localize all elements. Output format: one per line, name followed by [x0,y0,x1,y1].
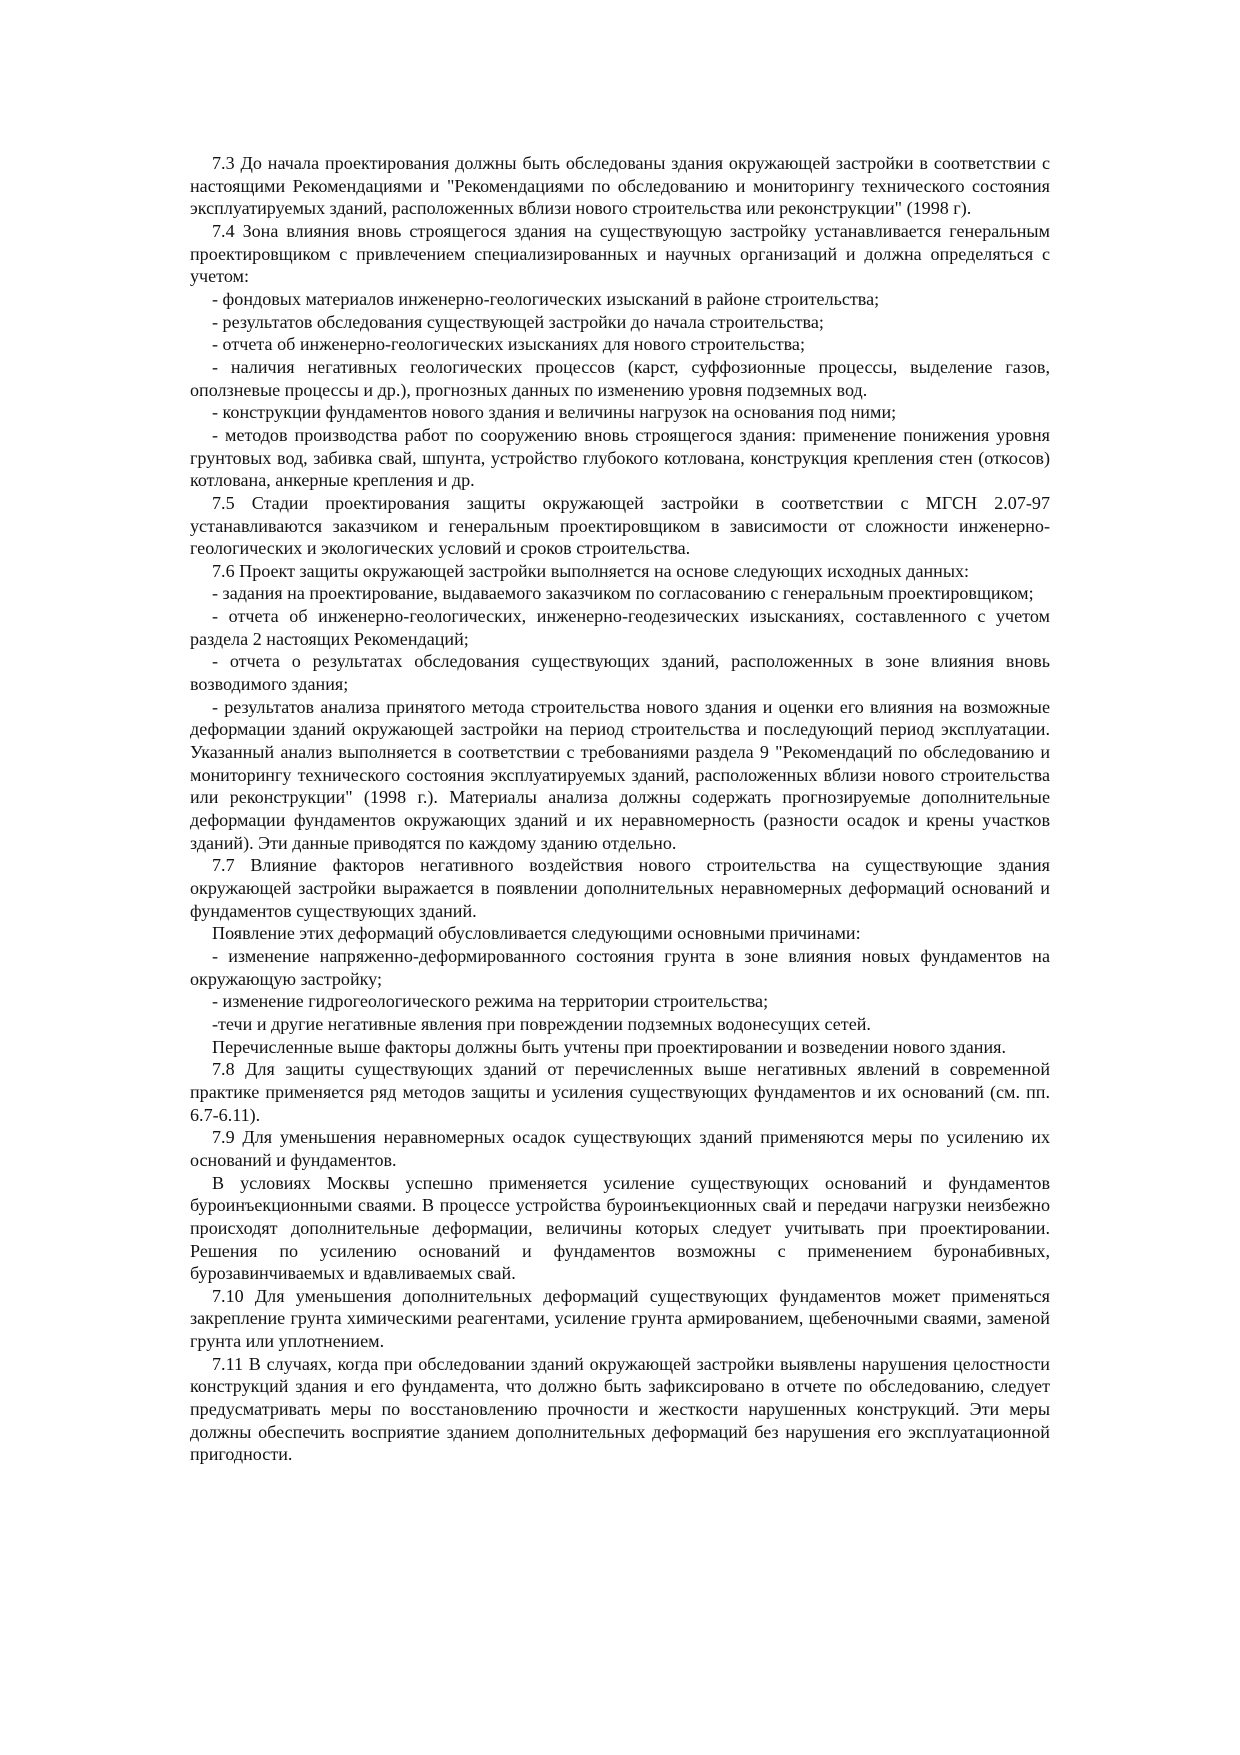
paragraph-7-5: 7.5 Стадии проектирования защиты окружающей застройки в соответствии с МГСН 2.07-97 устанавливаются заказчиком и генеральным проектировщиком в зависимости от сложности инженерно-геологических и экологических условий и сроков строительства. [190,492,1050,559]
paragraph-7-3: 7.3 До начала проектирования должны быть обследованы здания окружающей застройки в соответствии с настоящими Рекомендациями и "Рекомендациями по обследованию и мониторингу технического состояния эксплуатируемых зданий, расположенных вблизи нового строительства или реконструкции" (1998 г). [190,153,1050,219]
list-item: - результатов обследования существующей застройки до начала строительства; [212,311,824,332]
paragraph-7-11: 7.11 В случаях, когда при обследовании зданий окружающей застройки выявлены нарушения целостности конструкций здания и его фундамента, что должно быть зафиксировано в отчете по обследованию, следует предусматривать меры по восстановлению прочности и жесткости нарушенных конструкций. Эти меры должны обеспечить восприятие зданием дополнительных деформаций без нарушения его эксплуатационной пригодности. [190,1353,1050,1465]
paragraph-7-7: 7.7 Влияние факторов негативного воздействия нового строительства на существующие здания окружающей застройки выражается в появлении дополнительных неравномерных деформаций оснований и фундаментов существующих зданий. [190,855,1050,921]
paragraph-7-9: 7.9 Для уменьшения неравномерных осадок существующих зданий применяются меры по усилению их оснований и фундаментов. [190,1127,1050,1170]
list-item: - изменение гидрогеологического режима на территории строительства; [212,991,769,1012]
list-item: - результатов анализа принятого метода строительства нового здания и оценки его влияния на возможные деформации зданий окружающей застройки на период строительства и последующий период эксплуатации. Указанный анализ выполняется в соответствии с требованиями раздела 9 "Рекомендаций по обследованию и мониторингу технического состояния эксплуатируемых зданий, расположенных вблизи нового строительства или реконструкции" (1998 г.). Материалы анализа должны содержать прогнозируемые дополнительные деформации фундаментов окружающих зданий и их неравномерность (разности осадок и крены участков зданий). Эти данные приводятся по каждому зданию отдельно. [190,696,1050,853]
list-item: -течи и другие негативные явления при повреждении подземных водонесущих сетей. [212,1013,871,1034]
list-item: - отчета об инженерно-геологических, инженерно-геодезических изысканиях, составленного с учетом раздела 2 настоящих Рекомендаций; [190,606,1050,649]
paragraph-factors-note: Перечисленные выше факторы должны быть учтены при проектировании и возведении нового здания. [212,1036,1006,1057]
list-item: - отчета об инженерно-геологических изысканиях для нового строительства; [212,334,805,355]
paragraph-moscow-conditions: В условиях Москвы успешно применяется усиление существующих оснований и фундаментов буроинъекционными сваями. В процессе устройства буроинъекционных свай и передачи нагрузки неизбежно происходят дополнительные деформации, величины которых следует учитывать при проектировании. Решения по усилению оснований и фундаментов возможны с применением буронабивных, бурозавинчиваемых и вдавливаемых свай. [190,1172,1050,1284]
list-item: - изменение напряженно-деформированного состояния грунта в зоне влияния новых фундаментов на окружающую застройку; [190,945,1050,989]
list-item: - фондовых материалов инженерно-геологических изысканий в районе строительства; [212,288,880,309]
paragraph-causes-intro: Появление этих деформаций обусловливается следующими основными причинами: [212,923,861,944]
paragraph-7-4: 7.4 Зона влияния вновь строящегося здания на существующую застройку устанавливается генеральным проектировщиком с привлечением специализированных и научных организаций и должна определяться с учетом: [190,220,1050,287]
document-page [190,152,1050,1466]
paragraph-7-8: 7.8 Для защиты существующих зданий от перечисленных выше негативных явлений в современной практике применяется ряд методов защиты и усиления существующих фундаментов и их оснований (см. пп. 6.7-6.11). [190,1059,1050,1125]
paragraph-7-6: 7.6 Проект защиты окружающей застройки выполняется на основе следующих исходных данных: [212,560,970,581]
paragraph-7-10: 7.10 Для уменьшения дополнительных деформаций существующих фундаментов может применяться закрепление грунта химическими реагентами, усиление грунта армированием, щебеночными сваями, заменой грунта или уплотнением. [190,1285,1050,1352]
list-item: - отчета о результатах обследования существующих зданий, расположенных в зоне влияния вновь возводимого здания; [190,651,1050,695]
list-item: - методов производства работ по сооружению вновь строящегося здания: применение понижения уровня грунтовых вод, забивка свай, шпунта, устройство глубокого котлована, конструкция крепления стен (откосов) котлована, анкерные крепления и др. [190,424,1050,491]
list-item: - задания на проектирование, выдаваемого заказчиком по согласованию с генеральным проектировщиком; [212,583,1034,604]
list-item: - конструкции фундаментов нового здания и величины нагрузок на основания под ними; [212,402,897,423]
list-item: - наличия негативных геологических процессов (карст, суффозионные процессы, выделение газов, оползневые процессы и др.), прогнозных данных по изменению уровня подземных вод. [190,356,1050,400]
